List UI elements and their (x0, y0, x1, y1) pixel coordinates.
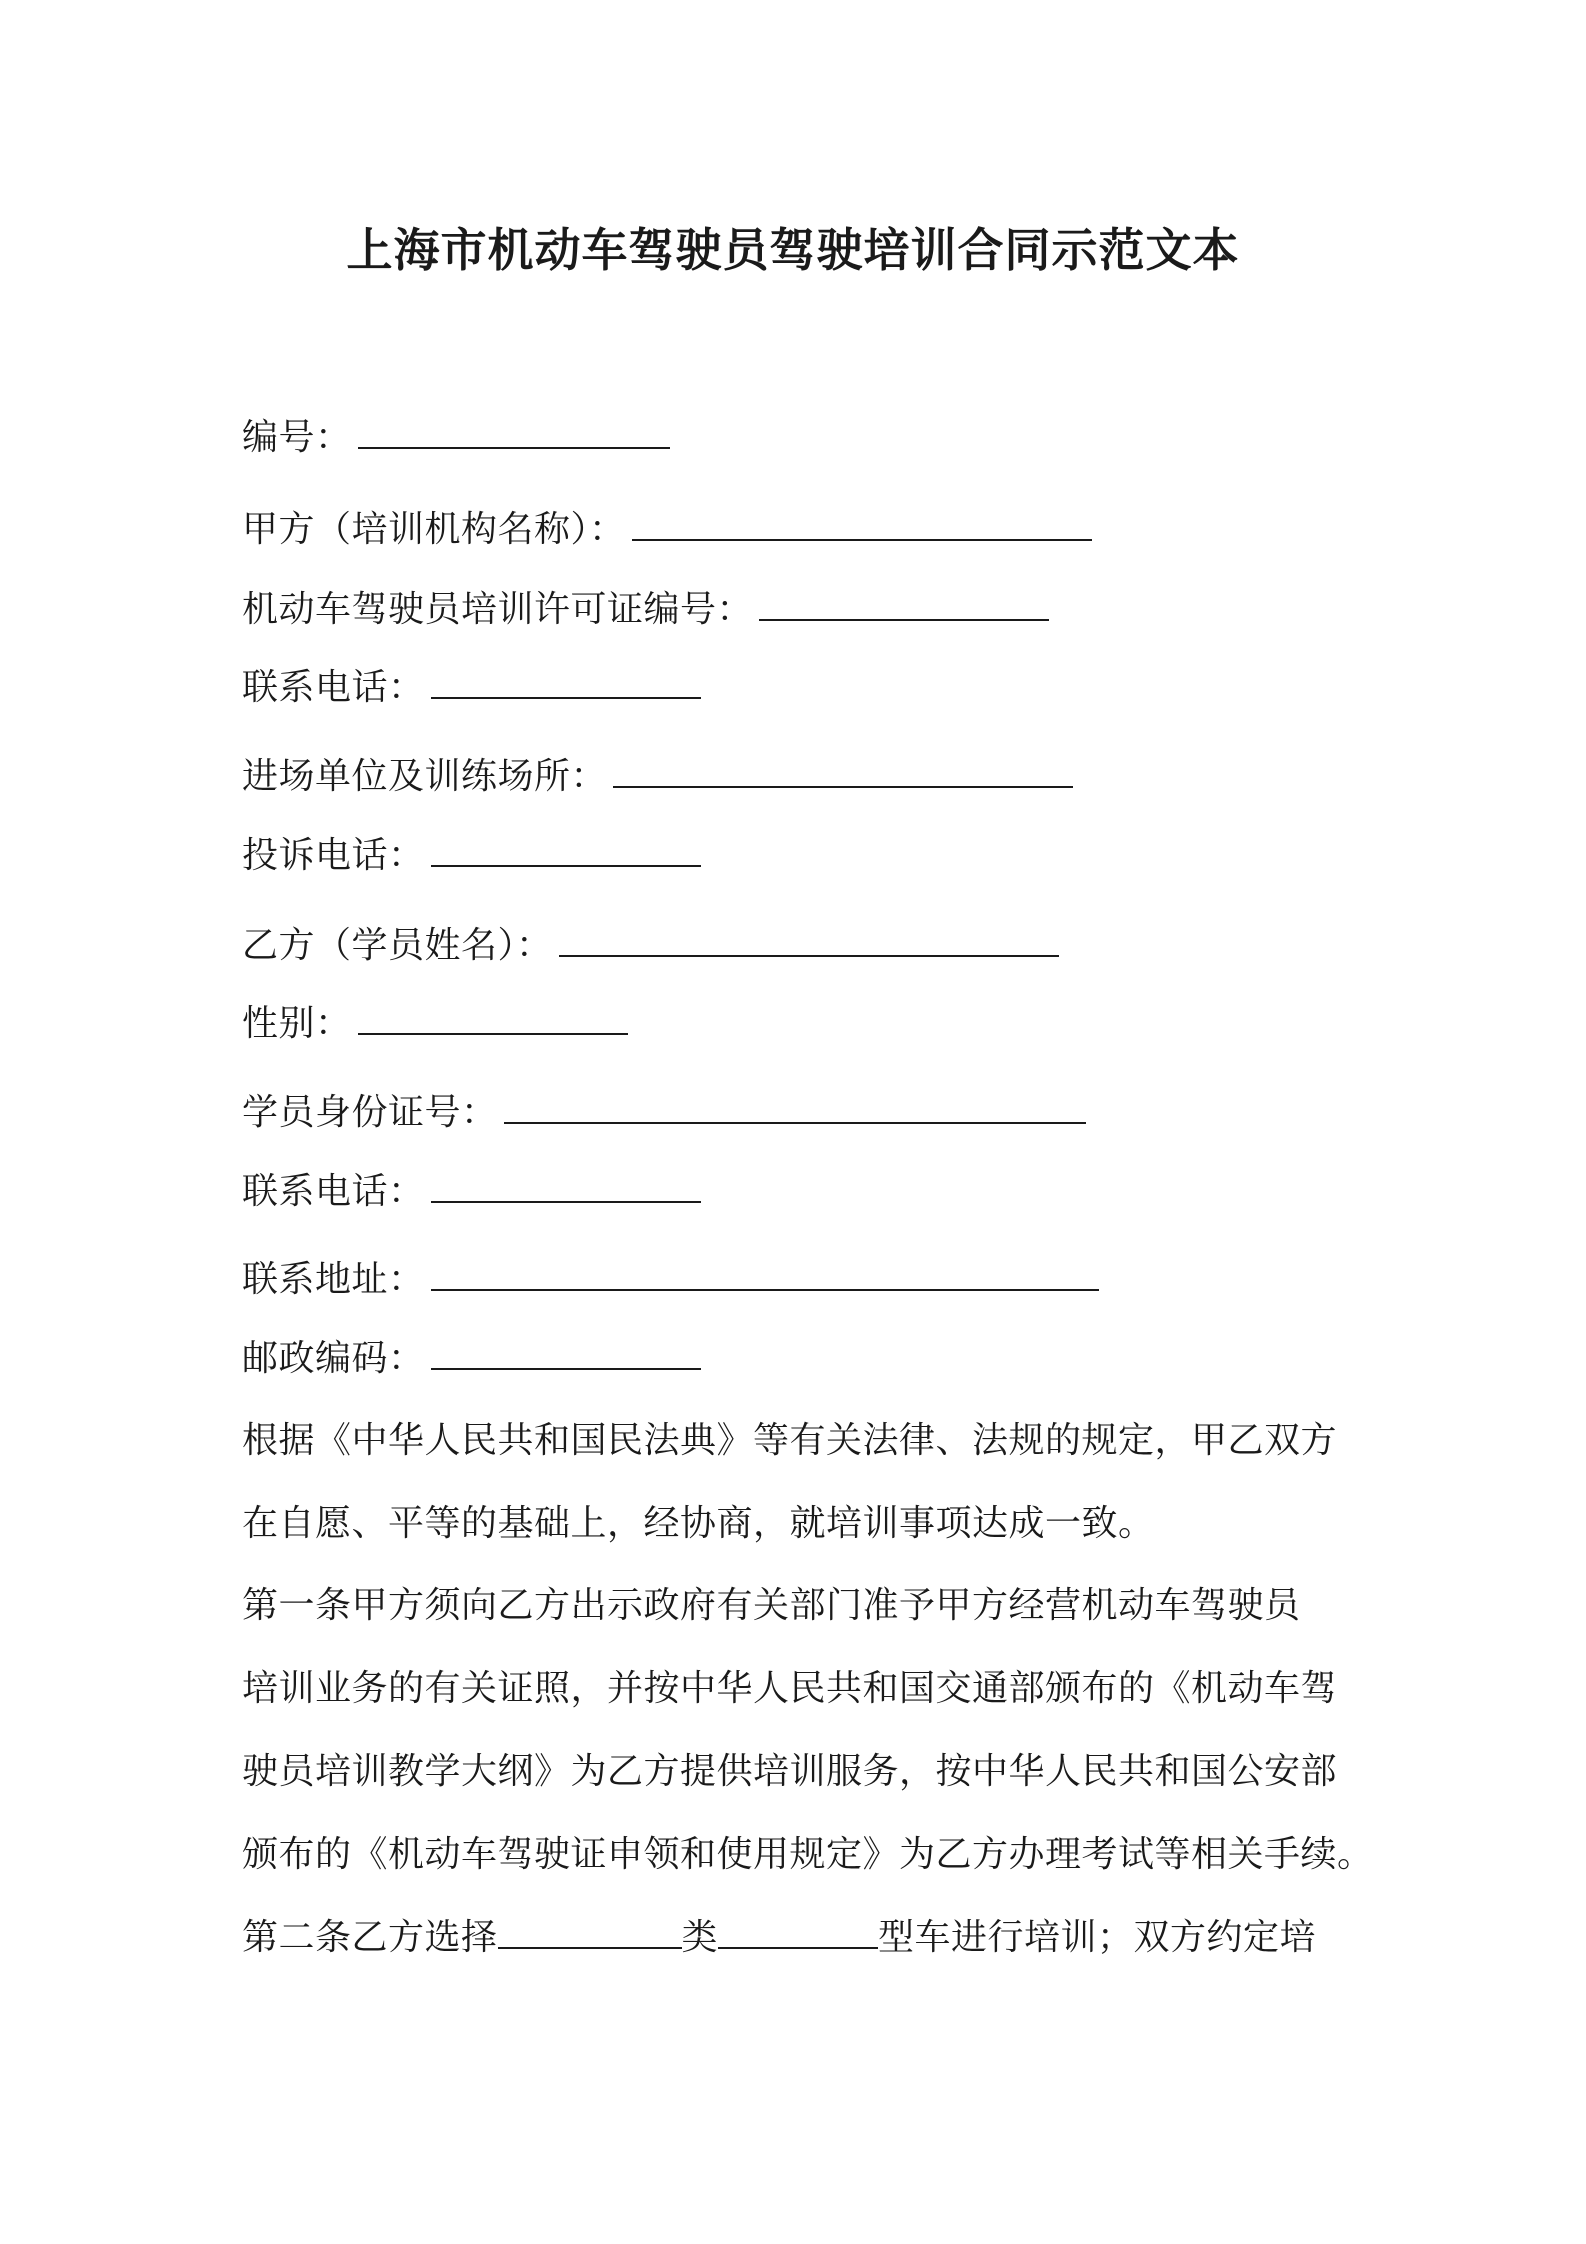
party-a-phone-blank[interactable] (431, 665, 701, 699)
field-label: 投诉电话： (242, 835, 425, 876)
license-number-blank[interactable] (759, 587, 1049, 621)
field-id-number (242, 1089, 1086, 1137)
field-label: 性别： (242, 1003, 352, 1044)
article2-text-2: 类 (681, 1917, 719, 1958)
field-party-b-phone (242, 1168, 701, 1216)
field-address (242, 1256, 1099, 1304)
article1-line-4: 颁布的《机动车驾驶证申领和使用规定》为乙方办理考试等相关手续。 (242, 1834, 1374, 1875)
field-party-a-phone (242, 664, 701, 712)
field-label: 学员身份证号： (242, 1092, 498, 1133)
party-b-phone-blank[interactable] (431, 1169, 701, 1203)
postal-code-blank[interactable] (431, 1336, 701, 1370)
article2-text-3: 型车进行培训；双方约定培 (878, 1917, 1317, 1958)
field-training-site (242, 753, 1073, 801)
field-label: 编号： (242, 417, 352, 458)
article1-line-2: 培训业务的有关证照，并按中华人民共和国交通部颁布的《机动车驾 (242, 1668, 1338, 1709)
field-label: 乙方（学员姓名）： (242, 925, 553, 966)
field-label: 联系电话： (242, 1171, 425, 1212)
article2-text-1: 第二条乙方选择 (242, 1917, 498, 1958)
contract-number-blank[interactable] (358, 415, 670, 449)
vehicle-model-blank[interactable] (718, 1915, 878, 1949)
article1-line-3: 驶员培训教学大纲》为乙方提供培训服务，按中华人民共和国公安部 (242, 1751, 1338, 1792)
field-postal-code (242, 1335, 701, 1383)
training-site-blank[interactable] (613, 754, 1073, 788)
field-complaint-phone (242, 832, 701, 880)
party-a-name-blank[interactable] (632, 507, 1092, 541)
field-license-number (242, 586, 1049, 634)
article1-line-1: 第一条甲方须向乙方出示政府有关部门准予甲方经营机动车驾驶员 (242, 1585, 1301, 1626)
address-blank[interactable] (431, 1257, 1099, 1291)
field-label: 联系电话： (242, 667, 425, 708)
article2-line-1 (242, 1914, 1362, 1962)
field-gender (242, 1000, 628, 1048)
gender-blank[interactable] (358, 1001, 628, 1035)
field-contract-number (242, 414, 670, 462)
complaint-phone-blank[interactable] (431, 833, 701, 867)
party-b-name-blank[interactable] (559, 923, 1059, 957)
field-party-a-name (242, 506, 1092, 554)
field-label: 联系地址： (242, 1259, 425, 1300)
field-label: 甲方（培训机构名称）： (242, 509, 626, 550)
field-party-b-name (242, 922, 1059, 970)
preamble-line-1: 根据《中华人民共和国民法典》等有关法律、法规的规定，甲乙双方 (242, 1420, 1338, 1461)
document-title: 上海市机动车驾驶员驾驶培训合同示范文本 (346, 223, 1240, 277)
preamble-line-2: 在自愿、平等的基础上，经协商，就培训事项达成一致。 (242, 1503, 1155, 1544)
field-label: 机动车驾驶员培训许可证编号： (242, 589, 754, 630)
vehicle-class-blank[interactable] (498, 1915, 682, 1949)
field-label: 邮政编码： (242, 1338, 425, 1379)
field-label: 进场单位及训练场所： (242, 756, 608, 797)
id-number-blank[interactable] (504, 1090, 1086, 1124)
